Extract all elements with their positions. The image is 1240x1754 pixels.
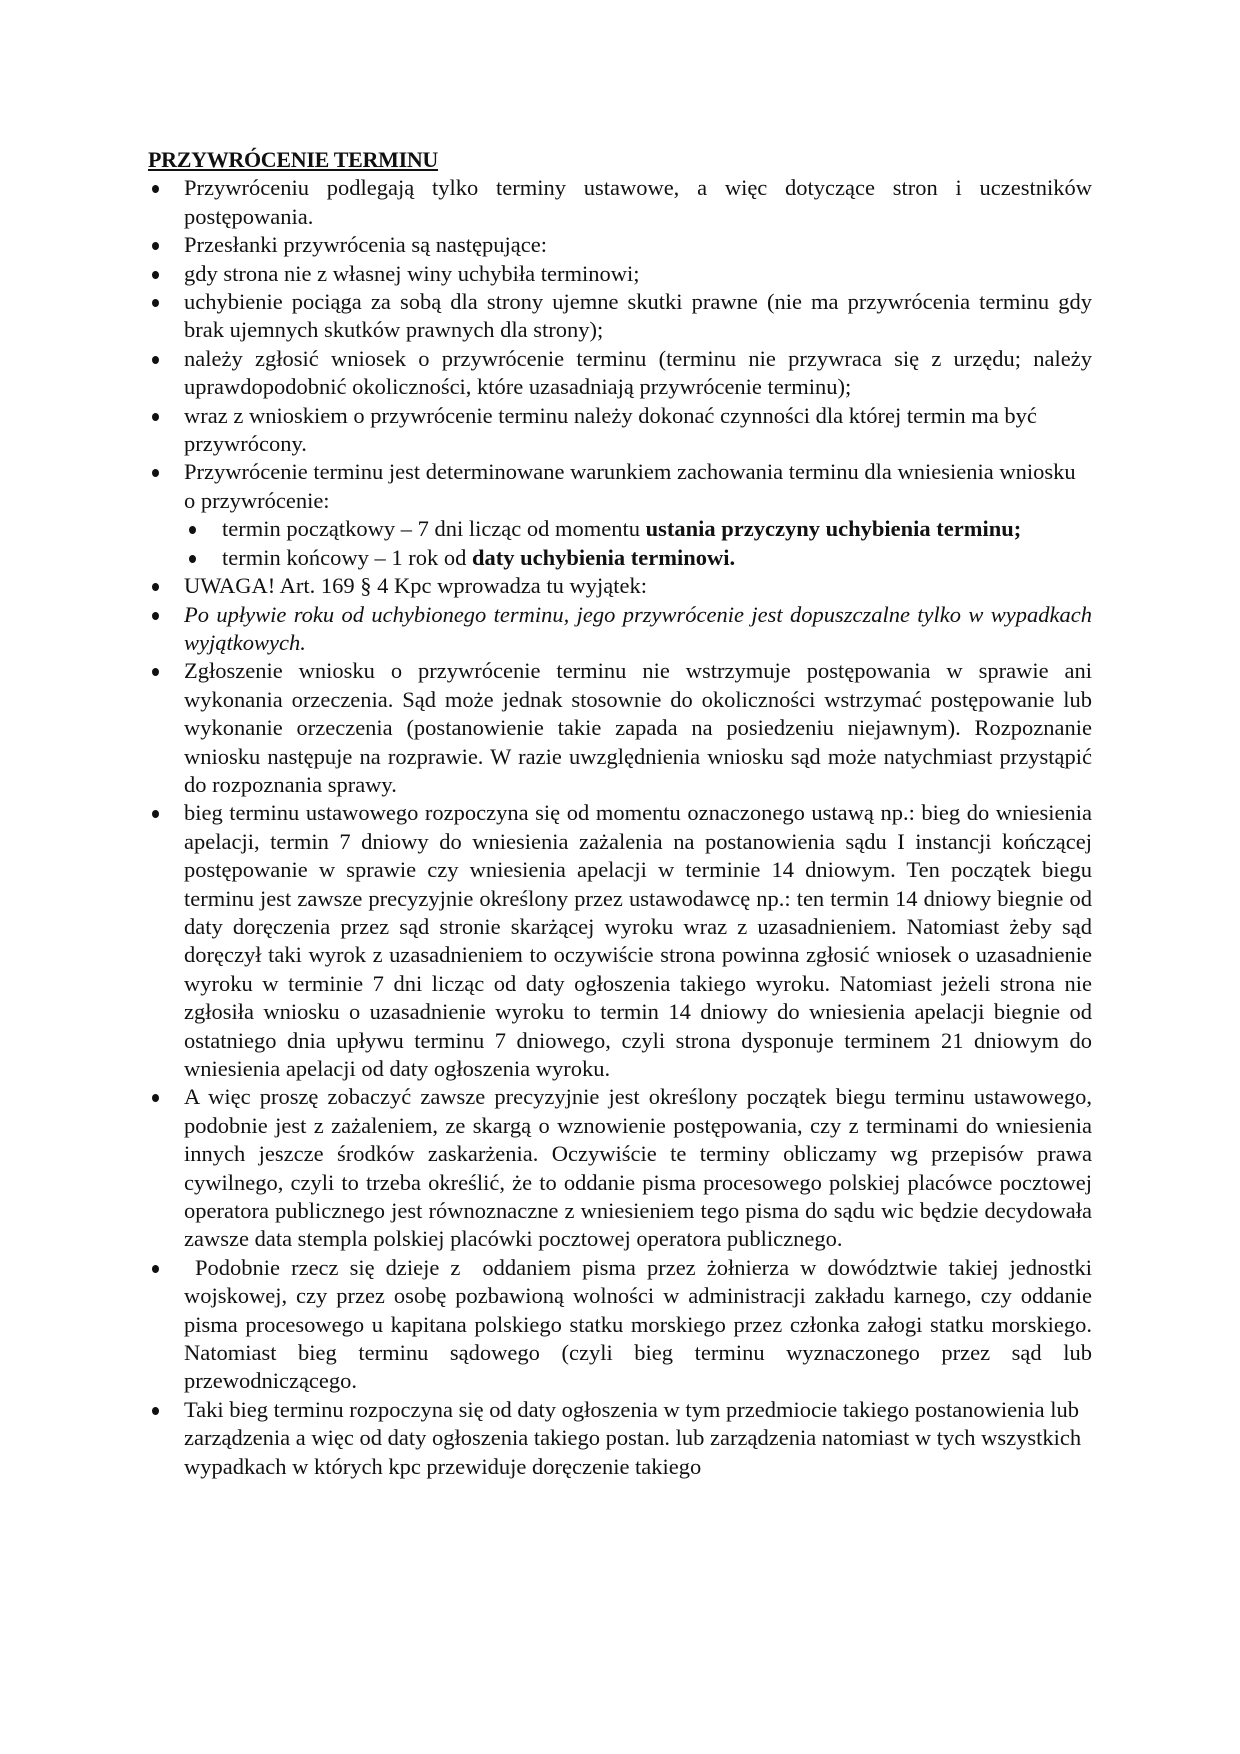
list-item: Przywróceniu podlegają tylko terminy ustawowe, a więc dotyczące stron i uczestników postępowania.: [148, 174, 1092, 231]
list-item-text: Przywrócenie terminu jest determinowane warunkiem zachowania terminu dla wniesienia wniosku o przywrócenie:: [184, 459, 1076, 513]
sub-item-text: termin końcowy – 1 rok od: [222, 544, 472, 570]
list-item: bieg terminu ustawowego rozpoczyna się od momentu oznaczonego ustawą np.: bieg do wniesienia apelacji, termin 7 dniowy do wniesienia zażalenia na postanowienia sądu I instancji kończącej postępowanie w sprawie czy wniesienia apelacji w terminie 14 dniowym. Ten początek biegu terminu jest zawsze precyzyjnie określony przez ustawodawcę np.: ten termin 14 dniowy biegnie od daty doręczenia przez sąd stronie skarżącej wyroku wraz z uzasadnieniem. Natomiast żeby sąd doręczył taki wyrok z uzasadnieniem to oczywiście strona powinna zgłosić wniosek o uzasadnienie wyroku w terminie 7 dni licząc od daty ogłoszenia takiego wyroku. Natomiast jeżeli strona nie zgłosiła wniosku o uzasadnienie wyroku to termin 14 dniowy do wniesienia apelacji biegnie od ostatniego dnia upływu terminu 7 dniowego, czyli strona dysponuje terminem 21 dniowym do wniesienia apelacji od daty ogłoszenia wyroku.: [148, 799, 1092, 1083]
list-item: należy zgłosić wniosek o przywrócenie terminu (terminu nie przywraca się z urzędu; należy uprawdopodobnić okoliczności, które uzasadniają przywrócenie terminu);: [148, 345, 1092, 402]
sub-item-emphasis: ustania przyczyny uchybienia terminu;: [645, 516, 1022, 542]
document-title: PRZYWRÓCENIE TERMINU: [148, 147, 439, 172]
sub-item-emphasis: daty uchybienia terminowi.: [471, 544, 736, 570]
list-item: [148, 458, 1092, 572]
list-item: Podobnie rzecz się dzieje z oddaniem pisma przez żołnierza w dowództwie takiej jednostki wojskowej, czy przez osobę pozbawioną wolności w administracji zakładu karnego, czy oddanie pisma procesowego u kapitana polskiego statku morskiego przez członka załogi statku morskiego. Natomiast bieg terminu sądowego (czyli bieg terminu wyznaczonego przez sąd lub przewodniczącego.: [148, 1254, 1092, 1396]
sub-list-item: [184, 515, 1092, 543]
list-item: UWAGA! Art. 169 § 4 Kpc wprowadza tu wyjątek:: [148, 572, 1092, 600]
list-item: Taki bieg terminu rozpoczyna się od daty ogłoszenia w tym przedmiocie takiego postanowienia lub zarządzenia a więc od daty ogłoszenia takiego postan. lub zarządzenia natomiast w tych wszystkich wypadkach w których kpc przewiduje doręczenie takiego: [148, 1396, 1092, 1481]
list-item-italic-quote: Po upływie roku od uchybionego terminu, jego przywrócenie jest dopuszczalne tylko w wypadkach wyjątkowych.: [148, 601, 1092, 658]
sub-item-text: termin początkowy – 7 dni licząc od momentu: [222, 516, 646, 542]
list-item: A więc proszę zobaczyć zawsze precyzyjnie jest określony początek biegu terminu ustawowego, podobnie jest z zażaleniem, ze skargą o wznowienie postępowania, czy z terminami do wniesienia innych jeszcze środków zaskarżenia. Oczywiście te terminy obliczamy wg przepisów prawa cywilnego, czyli to trzeba określić, że to oddanie pisma procesowego polskiej placówce pocztowej operatora publicznego jest równoznaczne z wniesieniem tego pisma do sądu wic będzie decydowała zawsze data stempla polskiej placówki pocztowej operatora publicznego.: [148, 1083, 1092, 1253]
sub-list: [184, 515, 1092, 572]
bullet-list: [148, 174, 1098, 1481]
sub-list-item: [184, 544, 1092, 572]
list-item: gdy strona nie z własnej winy uchybiła terminowi;: [148, 260, 1092, 288]
list-item: wraz z wnioskiem o przywrócenie terminu należy dokonać czynności dla której termin ma być przywrócony.: [148, 402, 1092, 459]
document-page: [148, 146, 1098, 1481]
list-item: uchybienie pociąga za sobą dla strony ujemne skutki prawne (nie ma przywrócenia terminu gdy brak ujemnych skutków prawnych dla strony);: [148, 288, 1092, 345]
list-item: Przesłanki przywrócenia są następujące:: [148, 231, 1092, 259]
list-item: Zgłoszenie wniosku o przywrócenie terminu nie wstrzymuje postępowania w sprawie ani wykonania orzeczenia. Sąd może jednak stosownie do okoliczności wstrzymać postępowanie lub wykonanie orzeczenia (postanowienie takie zapada na posiedzeniu niejawnym). Rozpoznanie wniosku następuje na rozprawie. W razie uwzględnienia wniosku sąd może natychmiast przystąpić do rozpoznania sprawy.: [148, 657, 1092, 799]
